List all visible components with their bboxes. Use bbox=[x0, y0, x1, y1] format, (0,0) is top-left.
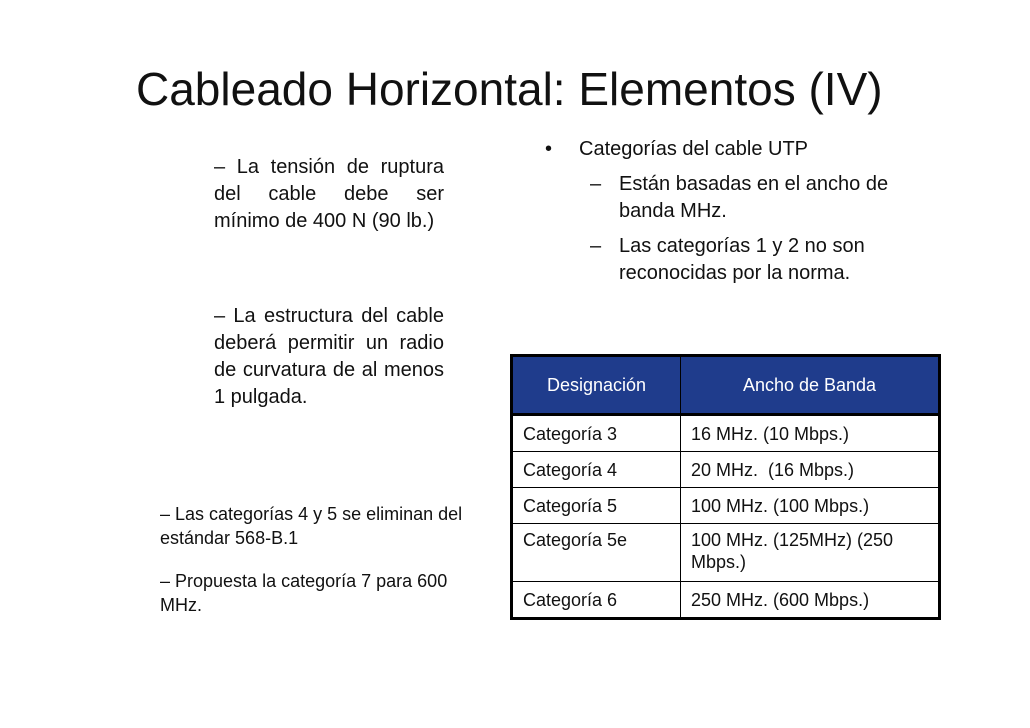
sub-bullet-marker: – bbox=[590, 235, 602, 257]
cell-bandwidth: 100 MHz. (125MHz) (250 Mbps.) bbox=[681, 524, 940, 582]
note-categories-removed bbox=[160, 502, 490, 550]
cell-bandwidth: 250 MHz. (600 Mbps.) bbox=[681, 582, 940, 619]
slide-title: Cableado Horizontal: Elementos (IV) bbox=[136, 63, 883, 115]
sub-bullet-text: Las categorías 1 y 2 no son reconocidas por la norma. bbox=[619, 235, 865, 284]
table-header-row bbox=[512, 356, 940, 415]
cell-category: Categoría 6 bbox=[512, 582, 681, 619]
cell-bandwidth: 100 MHz. (100 Mbps.) bbox=[681, 488, 940, 524]
header-designacion: Designación bbox=[512, 356, 681, 415]
bullet-marker: • bbox=[545, 138, 553, 160]
left-text-block-structure bbox=[214, 303, 444, 411]
table-row bbox=[512, 415, 940, 452]
sub-bullet-text: Están basadas en el ancho de banda MHz. bbox=[619, 173, 889, 222]
note-text: – Propuesta la categoría 7 para 600 MHz. bbox=[160, 571, 448, 615]
sub-bullet-marker: – bbox=[590, 173, 602, 195]
cell-category: Categoría 4 bbox=[512, 452, 681, 488]
cell-category: Categoría 5 bbox=[512, 488, 681, 524]
header-ancho-de-banda: Ancho de Banda bbox=[681, 356, 940, 415]
sub-bullet-item bbox=[545, 171, 945, 225]
utp-categories-bullets bbox=[545, 136, 945, 287]
cell-category: Categoría 5e bbox=[512, 524, 681, 582]
sub-bullet-item bbox=[545, 233, 945, 287]
note-text: – Las categorías 4 y 5 se eliminan del estándar 568-B.1 bbox=[160, 504, 463, 548]
utp-categories-table bbox=[510, 354, 941, 620]
tension-text: – La tensión de ruptura del cable debe ser mínimo de 400 N (90 lb.) bbox=[214, 156, 444, 232]
structure-text: – La estructura del cable deberá permitir un radio de curvatura de al menos 1 pulgada. bbox=[214, 305, 444, 408]
table-row bbox=[512, 582, 940, 619]
cell-bandwidth: 16 MHz. (10 Mbps.) bbox=[681, 415, 940, 452]
left-text-block-tension bbox=[214, 154, 444, 235]
table-row bbox=[512, 452, 940, 488]
bullet-text: Categorías del cable UTP bbox=[579, 138, 809, 160]
cell-bandwidth: 20 MHz. (16 Mbps.) bbox=[681, 452, 940, 488]
table-row bbox=[512, 488, 940, 524]
cell-category: Categoría 3 bbox=[512, 415, 681, 452]
bullet-item bbox=[545, 136, 945, 163]
note-category-7 bbox=[160, 569, 490, 617]
table-row bbox=[512, 524, 940, 582]
